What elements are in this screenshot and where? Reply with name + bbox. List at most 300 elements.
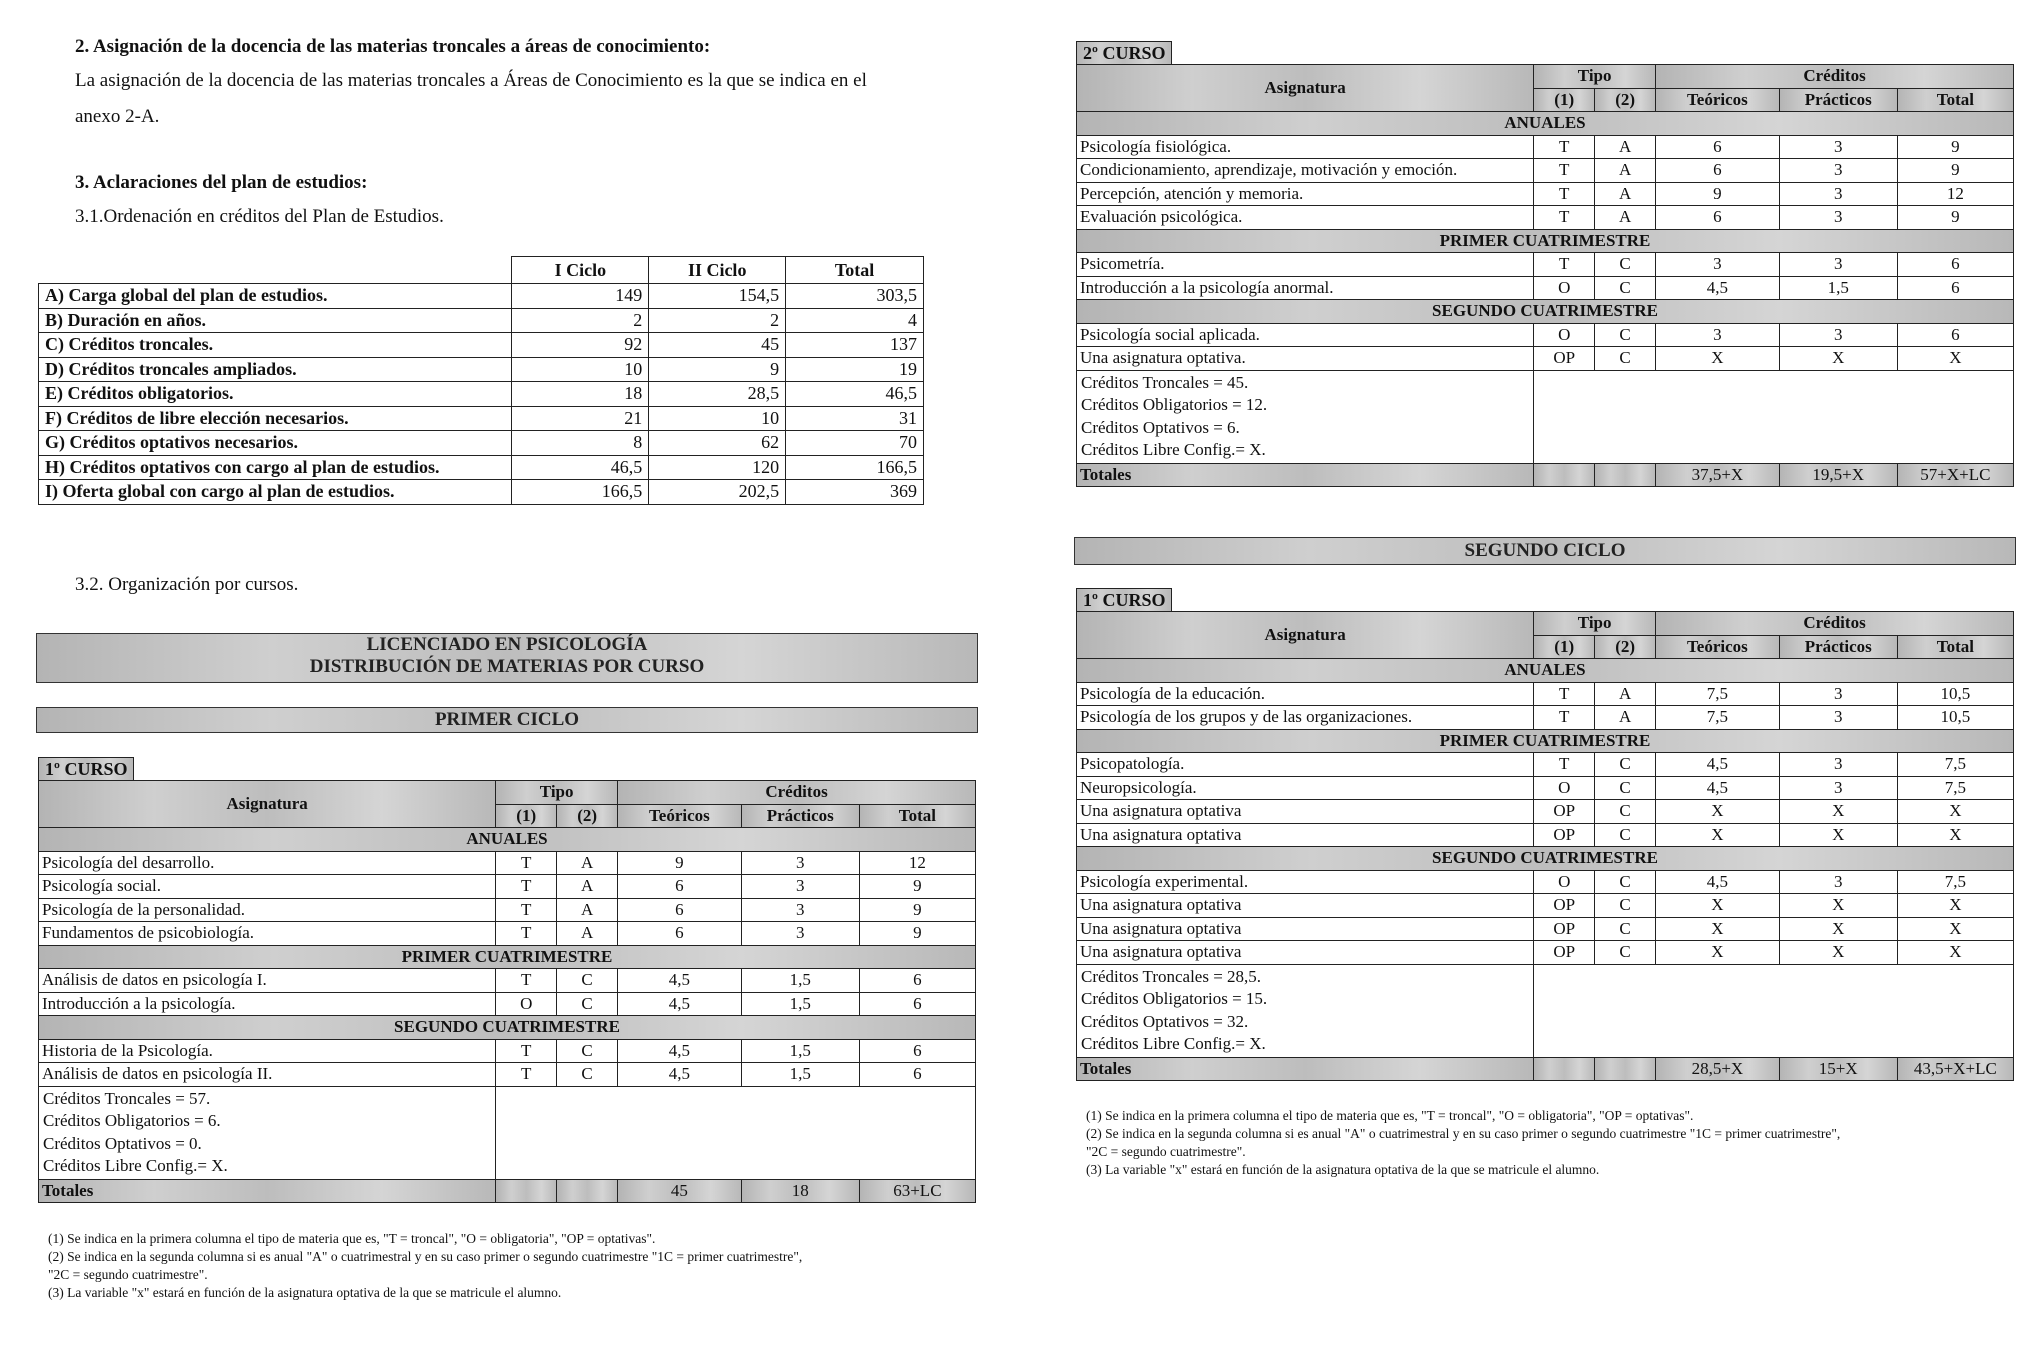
summary-label: B) Duración en años. [39,308,512,333]
subject-value: 7,5 [1897,870,2013,894]
subject-value: X [1779,823,1897,847]
subject-value: C [1595,917,1656,941]
subject-value: C [1595,800,1656,824]
subject-row [1077,823,2014,847]
subject-value: 9 [859,875,975,899]
subject-row [1077,800,2014,824]
subject-name: Psicología de los grupos y de las organizaciones. [1077,706,1534,730]
subject-value: X [1656,800,1780,824]
segundo-ciclo-banner: SEGUNDO CICLO [1074,537,2016,565]
subject-row [1077,253,2014,277]
subject-row [1077,941,2014,965]
curso2-tab: 2º CURSO [1076,41,1172,64]
curso1b-tab: 1º CURSO [1076,588,1172,611]
subject-value: O [1534,323,1595,347]
header-col1: (1) [1534,88,1595,112]
subject-value: A [557,851,618,875]
subject-value: 1,5 [741,969,859,993]
curso1-table [38,780,976,1203]
subject-name: Una asignatura optativa [1077,800,1534,824]
subject-name: Una asignatura optativa. [1077,347,1534,371]
header-teoricos: Teóricos [1656,88,1780,112]
subject-value: C [1595,323,1656,347]
subject-value: 1,5 [741,1039,859,1063]
header-asignatura: Asignatura [39,781,496,828]
header-tipo: Tipo [1534,65,1656,89]
summary-row [39,333,924,358]
note-3: (3) La variable "x" estará en función de la asignatura optativa de la que se matricule el alumno. [48,1285,562,1300]
subject-row [1077,323,2014,347]
subject-value: 6 [1897,323,2013,347]
subject-value: T [1534,682,1595,706]
notes-left [48,1230,968,1302]
summary-value: 21 [512,406,649,431]
subject-value: 3 [741,898,859,922]
subject-value: 3 [1779,682,1897,706]
subject-row [1077,276,2014,300]
subject-value: 4,5 [618,969,742,993]
subject-name: Una asignatura optativa [1077,917,1534,941]
header-practicos: Prácticos [741,804,859,828]
summary-value: 2 [649,308,786,333]
credits-summary [39,1086,496,1179]
subject-name: Psicología social aplicada. [1077,323,1534,347]
summary-value: 45 [649,333,786,358]
section-segundo: SEGUNDO CUATRIMESTRE [1077,300,2014,324]
section-segundo: SEGUNDO CUATRIMESTRE [1077,847,2014,871]
subject-value: O [496,992,557,1016]
subject-value: O [1534,776,1595,800]
subject-value: T [1534,206,1595,230]
subject-name: Psicometría. [1077,253,1534,277]
notes-right [1086,1107,2006,1179]
summary-value: 149 [512,284,649,309]
total-teoricos: 37,5+X [1656,463,1780,487]
subject-row [1077,347,2014,371]
summary-row [39,406,924,431]
subject-value: 3 [1779,159,1897,183]
summary-value: 62 [649,431,786,456]
subject-row [1077,135,2014,159]
subject-value: 9 [859,922,975,946]
subject-value: 1,5 [741,992,859,1016]
subject-value: 6 [1897,276,2013,300]
subject-value: X [1897,917,2013,941]
header-teoricos: Teóricos [1656,635,1780,659]
subject-value: T [496,922,557,946]
summary-value: 70 [786,431,924,456]
summary-label: C) Créditos troncales. [39,333,512,358]
header-creditos: Créditos [1656,65,2014,89]
subject-value: T [1534,159,1595,183]
subject-row [1077,206,2014,230]
summary-value: 137 [786,333,924,358]
section-3-title: 3. Aclaraciones del plan de estudios: [75,172,368,193]
subject-value: A [557,875,618,899]
subject-value: OP [1534,800,1595,824]
subject-value: 9 [1897,159,2013,183]
primer-ciclo-banner: PRIMER CICLO [36,707,978,733]
subject-value: T [1534,253,1595,277]
summary-row [39,284,924,309]
section-anuales: ANUALES [39,828,976,852]
subject-value: 4,5 [618,1039,742,1063]
summary-value: 46,5 [786,382,924,407]
credits-summary-line: Créditos Libre Config.= X. [43,1156,228,1175]
subject-row [1077,917,2014,941]
subject-value: X [1897,800,2013,824]
summary-label: E) Créditos obligatorios. [39,382,512,407]
subject-row [1077,870,2014,894]
summary-value: 166,5 [512,480,649,505]
subject-value: 4,5 [618,1063,742,1087]
total-total: 57+X+LC [1897,463,2013,487]
licenciado-title: LICENCIADO EN PSICOLOGÍA [366,634,648,655]
subject-name: Evaluación psicológica. [1077,206,1534,230]
subject-value: X [1656,894,1780,918]
section-2-line2: anexo 2-A. [75,106,160,127]
summary-value: 18 [512,382,649,407]
subject-value: A [1595,135,1656,159]
subject-value: X [1897,894,2013,918]
subject-value: X [1779,347,1897,371]
subject-name: Una asignatura optativa [1077,941,1534,965]
subject-value: C [557,969,618,993]
summary-value: 154,5 [649,284,786,309]
subject-value: 10,5 [1897,682,2013,706]
subject-name: Análisis de datos en psicología II. [39,1063,496,1087]
subject-name: Análisis de datos en psicología I. [39,969,496,993]
section-primer: PRIMER CUATRIMESTRE [1077,729,2014,753]
subject-value: C [1595,276,1656,300]
section-primer: PRIMER CUATRIMESTRE [1077,229,2014,253]
subject-value: A [1595,706,1656,730]
subject-row [39,1039,976,1063]
summary-value: 8 [512,431,649,456]
subject-value: 6 [618,898,742,922]
subject-value: 6 [1656,135,1780,159]
subject-value: A [557,898,618,922]
subject-value: 3 [1779,135,1897,159]
credits-summary-line: Créditos Obligatorios = 6. [43,1111,221,1130]
summary-value: 9 [649,357,786,382]
subject-value: C [557,1039,618,1063]
credits-summary [1077,964,1534,1057]
subject-value: T [496,875,557,899]
summary-row [39,357,924,382]
subject-row [39,851,976,875]
summary-value: 31 [786,406,924,431]
subject-value: X [1897,347,2013,371]
curso2-block [1076,41,2014,487]
credits-summary-line: Créditos Troncales = 28,5. [1081,966,1262,986]
curso1b-table [1076,611,2014,1081]
subject-value: OP [1534,894,1595,918]
subject-value: 7,5 [1656,682,1780,706]
subject-value: X [1779,917,1897,941]
section-3-sub1: 3.1.Ordenación en créditos del Plan de Estudios. [75,206,444,227]
header-asignatura: Asignatura [1077,612,1534,659]
section-anuales: ANUALES [1077,659,2014,683]
header-total: Total [1897,635,2013,659]
subject-value: T [496,969,557,993]
subject-value: T [496,1039,557,1063]
subject-row [39,1063,976,1087]
totales-label: Totales [1077,463,1534,487]
subject-name: Neuropsicología. [1077,776,1534,800]
subject-value: T [496,898,557,922]
total-teoricos: 28,5+X [1656,1057,1780,1081]
header-col2: (2) [557,804,618,828]
subject-name: Historia de la Psicología. [39,1039,496,1063]
subject-value: X [1779,800,1897,824]
subject-value: T [1534,135,1595,159]
subject-row [1077,776,2014,800]
subject-value: A [557,922,618,946]
section-2-title: 2. Asignación de la docencia de las materias troncales a áreas de conocimiento: [75,36,711,57]
note-1: (1) Se indica en la primera columna el tipo de materia que es, "T = troncal", "O = obligatoria", "OP = optativas". [48,1231,656,1246]
summary-row [39,382,924,407]
subject-value: 4,5 [1656,870,1780,894]
subject-value: C [1595,941,1656,965]
subject-value: C [557,1063,618,1087]
subject-value: 12 [859,851,975,875]
curso1-block [38,757,976,1203]
col-i-ciclo: I Ciclo [512,257,649,284]
note-r3: (3) La variable "x" estará en función de la asignatura optativa de la que se matricule el alumno. [1086,1162,1600,1177]
total-practicos: 18 [741,1179,859,1203]
subject-value: T [496,1063,557,1087]
subject-value: X [1656,941,1780,965]
subject-value: 4,5 [1656,276,1780,300]
summary-row [39,455,924,480]
total-total: 63+LC [859,1179,975,1203]
summary-value: 4 [786,308,924,333]
subject-name: Introducción a la psicología anormal. [1077,276,1534,300]
subject-value: C [557,992,618,1016]
subject-value: C [1595,870,1656,894]
header-col1: (1) [1534,635,1595,659]
subject-value: 6 [618,875,742,899]
subject-value: 1,5 [741,1063,859,1087]
subject-value: T [1534,753,1595,777]
subject-value: X [1656,347,1780,371]
subject-value: T [496,851,557,875]
subject-value: 6 [618,922,742,946]
subject-value: O [1534,276,1595,300]
header-practicos: Prácticos [1779,635,1897,659]
subject-name: Psicología de la educación. [1077,682,1534,706]
credits-summary-line: Créditos Libre Config.= X. [1081,440,1266,459]
subject-value: 3 [1779,776,1897,800]
summary-value: 303,5 [786,284,924,309]
header-col2: (2) [1595,88,1656,112]
subject-value: 4,5 [1656,776,1780,800]
subject-value: O [1534,870,1595,894]
subject-value: X [1779,941,1897,965]
subject-value: A [1595,206,1656,230]
subject-row [1077,682,2014,706]
subject-value: C [1595,347,1656,371]
subject-value: OP [1534,941,1595,965]
col-total: Total [786,257,924,284]
subject-value: 3 [1779,753,1897,777]
note-r1: (1) Se indica en la primera columna el tipo de materia que es, "T = troncal", "O = obligatoria", "OP = optativas". [1086,1108,1694,1123]
summary-label: I) Oferta global con cargo al plan de estudios. [39,480,512,505]
subject-value: 6 [859,1039,975,1063]
credits-summary-line: Créditos Obligatorios = 12. [1081,395,1268,414]
subject-value: X [1656,823,1780,847]
summary-label: H) Créditos optativos con cargo al plan de estudios. [39,455,512,480]
summary-row [39,308,924,333]
subject-value: A [1595,182,1656,206]
credits-summary-line: Créditos Optativos = 32. [1081,1011,1249,1031]
subject-value: 7,5 [1656,706,1780,730]
summary-value: 10 [649,406,786,431]
note-2b: "2C = segundo cuatrimestre". [48,1267,208,1282]
summary-value: 166,5 [786,455,924,480]
note-r2: (2) Se indica en la segunda columna si es anual "A" o cuatrimestral y en su caso primer o segundo cuatrimestre "1C = primer cuatrimestre", [1086,1126,1841,1141]
header-practicos: Prácticos [1779,88,1897,112]
subject-name: Psicología experimental. [1077,870,1534,894]
summary-value: 46,5 [512,455,649,480]
subject-value: 9 [1897,206,2013,230]
subject-value: 6 [1897,253,2013,277]
subject-value: 6 [1656,206,1780,230]
header-creditos: Créditos [1656,612,2014,636]
subject-row [1077,706,2014,730]
credits-summary-line: Créditos Troncales = 57. [43,1088,211,1108]
credits-summary-line: Créditos Obligatorios = 15. [1081,989,1268,1008]
subject-name: Psicología fisiológica. [1077,135,1534,159]
summary-value: 19 [786,357,924,382]
col-ii-ciclo: II Ciclo [649,257,786,284]
note-2: (2) Se indica en la segunda columna si es anual "A" o cuatrimestral y en su caso primer o segundo cuatrimestre "1C = primer cuatrimestre", [48,1249,803,1264]
subject-name: Una asignatura optativa [1077,894,1534,918]
summary-label: A) Carga global del plan de estudios. [39,284,512,309]
licenciado-banner [36,633,978,683]
header-asignatura: Asignatura [1077,65,1534,112]
subject-value: C [1595,894,1656,918]
summary-label: F) Créditos de libre elección necesarios. [39,406,512,431]
subject-value: C [1595,253,1656,277]
summary-value: 369 [786,480,924,505]
subject-value: T [1534,706,1595,730]
subject-value: 6 [859,992,975,1016]
subject-value: C [1595,776,1656,800]
summary-label: D) Créditos troncales ampliados. [39,357,512,382]
subject-value: 9 [1897,135,2013,159]
subject-value: OP [1534,347,1595,371]
subject-value: 3 [1779,182,1897,206]
subject-value: 3 [1779,706,1897,730]
subject-value: 6 [859,1063,975,1087]
subject-value: 9 [1656,182,1780,206]
subject-value: X [1897,823,2013,847]
header-total: Total [859,804,975,828]
subject-value: 3 [1779,206,1897,230]
subject-value: X [1779,894,1897,918]
subject-name: Psicología de la personalidad. [39,898,496,922]
summary-value: 2 [512,308,649,333]
subject-name: Psicología del desarrollo. [39,851,496,875]
subject-value: A [1595,159,1656,183]
subject-value: 7,5 [1897,753,2013,777]
summary-row [39,431,924,456]
subject-name: Introducción a la psicología. [39,992,496,1016]
subject-row [1077,894,2014,918]
header-creditos: Créditos [618,781,976,805]
subject-value: X [1897,941,2013,965]
summary-value: 10 [512,357,649,382]
subject-name: Psicopatología. [1077,753,1534,777]
subject-value: 3 [1779,870,1897,894]
subject-value: 6 [1656,159,1780,183]
totales-label: Totales [39,1179,496,1203]
credits-summary-line: Créditos Libre Config.= X. [1081,1034,1266,1053]
subject-name: Percepción, atención y memoria. [1077,182,1534,206]
summary-value: 28,5 [649,382,786,407]
subject-value: 12 [1897,182,2013,206]
note-r2b: "2C = segundo cuatrimestre". [1086,1144,1246,1159]
curso1b-block [1076,588,2014,1081]
total-practicos: 15+X [1779,1057,1897,1081]
credits-summary [1077,370,1534,463]
header-total: Total [1897,88,2013,112]
section-segundo: SEGUNDO CUATRIMESTRE [39,1016,976,1040]
summary-row [39,480,924,505]
total-practicos: 19,5+X [1779,463,1897,487]
subject-value: OP [1534,917,1595,941]
credits-summary-line: Créditos Troncales = 45. [1081,372,1249,392]
subject-value: 1,5 [1779,276,1897,300]
subject-value: 9 [859,898,975,922]
subject-row [1077,159,2014,183]
distribucion-title: DISTRIBUCIÓN DE MATERIAS POR CURSO [309,656,705,677]
subject-value: OP [1534,823,1595,847]
header-col1: (1) [496,804,557,828]
subject-name: Una asignatura optativa [1077,823,1534,847]
curso2-table [1076,64,2014,487]
summary-label: G) Créditos optativos necesarios. [39,431,512,456]
subject-name: Psicología social. [39,875,496,899]
credits-summary-line: Créditos Optativos = 0. [43,1133,202,1153]
subject-value: 3 [741,922,859,946]
total-teoricos: 45 [618,1179,742,1203]
subject-row [39,898,976,922]
subject-value: 3 [1656,323,1780,347]
subject-name: Condicionamiento, aprendizaje, motivación y emoción. [1077,159,1534,183]
subject-value: 10,5 [1897,706,2013,730]
header-teoricos: Teóricos [618,804,742,828]
totales-label: Totales [1077,1057,1534,1081]
subject-value: C [1595,753,1656,777]
subject-row [39,922,976,946]
subject-value: A [1595,682,1656,706]
credits-summary-line: Créditos Optativos = 6. [1081,417,1240,437]
summary-value: 92 [512,333,649,358]
subject-value: 3 [1779,323,1897,347]
subject-row [39,969,976,993]
subject-value: 9 [618,851,742,875]
subject-value: 3 [1779,253,1897,277]
curso1-tab: 1º CURSO [38,757,134,780]
subject-value: 6 [859,969,975,993]
header-tipo: Tipo [1534,612,1656,636]
subject-value: T [1534,182,1595,206]
subject-row [39,992,976,1016]
subject-value: 3 [741,851,859,875]
